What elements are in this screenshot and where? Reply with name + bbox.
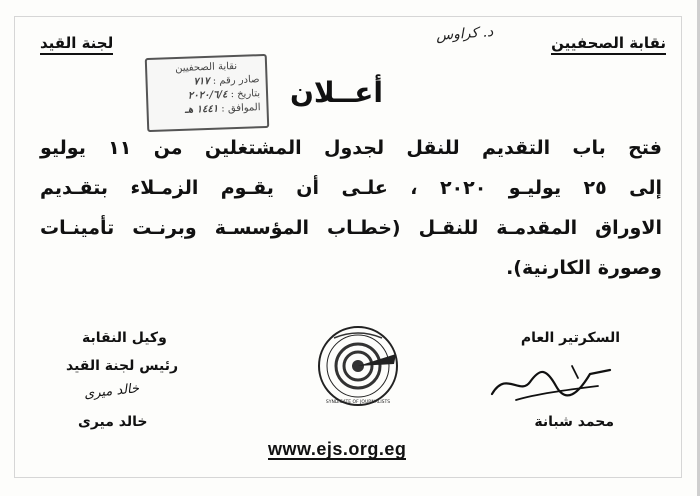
syndicate-seal-icon xyxy=(316,324,400,408)
stamp-number-value: ٧١٧ xyxy=(193,75,210,88)
stamp-org: نقابة الصحفيين xyxy=(174,60,238,75)
body-line: الاوراق المقدمـة للنقـل (خطـاب المؤسسـة وبرنـت تأمينـات xyxy=(40,217,662,239)
body-line: فتح باب التقديم للنقل لجدول المشتغلين من ١١ يوليو xyxy=(40,137,662,159)
committee-header: لجنة القيد xyxy=(40,34,113,55)
deputy-head-name: خالد ميرى xyxy=(78,414,148,430)
secretary-general-name: محمد شبانة xyxy=(534,414,614,430)
body-line: وصورة الكارنية). xyxy=(506,257,662,279)
announcement-body xyxy=(40,128,662,288)
incoming-stamp xyxy=(145,54,270,132)
stamp-number-label: صادر رقم : xyxy=(212,74,260,87)
body-line: إلى ٢٥ يوليـو ٢٠٢٠ ، علـى أن يقـوم الزمـلاء بتقـديم xyxy=(40,177,662,199)
stamp-corresponding-value: ١٤٤١ هـ xyxy=(184,103,219,116)
seal-text: SYNDICATE OF JOURNALISTS xyxy=(325,400,391,405)
deputy-handwritten-signature: خالد ميرى xyxy=(83,381,140,402)
website-link[interactable]: www.ejs.org.eg xyxy=(268,439,407,459)
secretary-signature-icon xyxy=(486,360,616,406)
stamp-date-label: بتاريخ : xyxy=(230,88,261,101)
announcement-title: أعــلان xyxy=(290,76,384,109)
handwritten-note: د. كراوس xyxy=(435,24,494,44)
stamp-corresponding-label: الموافق : xyxy=(221,102,261,115)
secretary-general-title: السكرتير العام xyxy=(520,330,620,346)
deputy-head-title: وكيل النقابة xyxy=(82,330,167,346)
stamp-corresponding-row xyxy=(154,101,260,119)
stamp-date-value: ٢٠٢٠/٦/٤ xyxy=(187,89,228,102)
syndicate-header: نقابة الصحفيين xyxy=(551,34,666,55)
committee-head-title: رئيس لجنة القيد xyxy=(66,358,179,374)
